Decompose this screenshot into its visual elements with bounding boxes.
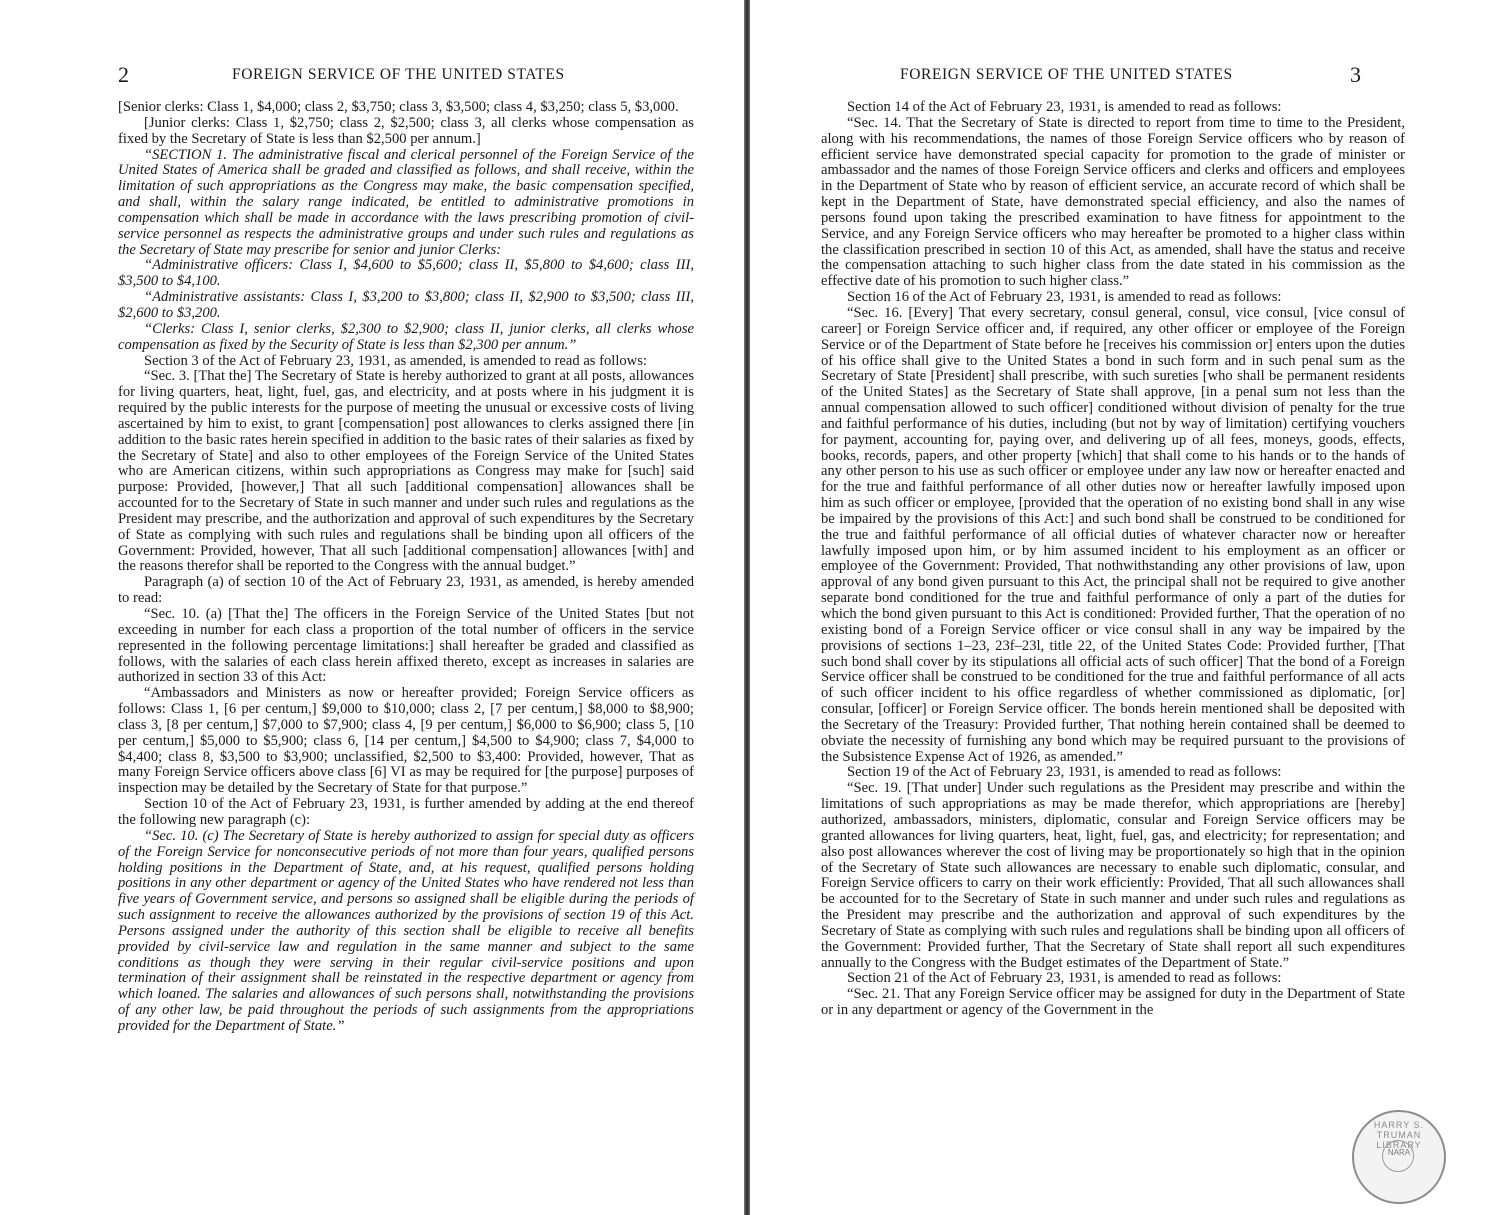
- paragraph: Section 10 of the Act of February 23, 1931, is further amended by adding at the end thereof the following new paragraph (c):: [118, 796, 694, 828]
- paragraph: “Administrative assistants: Class I, $3,200 to $3,800; class II, $2,900 to $3,500; class III, $2,600 to $3,200.: [118, 289, 694, 321]
- paragraph: “Sec. 16. [Every] That every secretary, consul general, consul, vice consul, [vice consul of career] or Foreign Service officer and, if required, any other officer or employee of the Foreign Service or of the Department of State before he [receives his commission or] enters upon the duties of his office shall give to the United States a bond in such form and in such penal sum as the Secretary of State [President] shall prescribe, with such sureties [who shall be permanent residents of the United States] as the Secretary of State shall approve, [in a penal sum not less than the annual compensation allowed to such officer] conditioned without division of penalty for the true and faithful performance of his duties, including (but not by way of limitation) certifying vouchers for payment, accounting for, paying over, and delivering up of all fees, moneys, goods, effects, books, records, papers, and other property [which] that shall come to his hands or to the hands of any other person to his use as such officer or employee under any law now or hereafter enacted and for the true and faithful performance of all other duties now or hereafter lawfully imposed upon him as such officer or employee, [provided that the operation of no existing bond shall in any wise be impaired by the provisions of this Act:] and such bond shall be construed to be conditioned for the true and faithful performance of all official duties of whatever character now or hereafter lawfully imposed upon him, or by him assumed incident to his employment as an officer or employee of the Government: Provided, That nothwithstanding any other provisions of law, upon approval of any bond given pursuant to this Act, the principal shall not be required to give another separate bond conditioned for the true and faithful performance of only a part of the duties for which the bond given pursuant to this Act is conditioned: Provided further, That the operation of no existing bond of a Foreign Service officer or vice consul shall in any way be impaired by the provisions of sections 1–23, 23f–23l, title 22, of the United States Code: Provided further, [That such bond shall cover by its stipulations all official acts of such officer] That the bond of a Foreign Service officer shall be construed to be conditioned for the true and faithful performance of all acts of such officer incident to his office regardless of whether commissioned as diplomatic, [or] consular, [officer] or Foreign Service officer. The bonds herein mentioned shall be deposited with the Secretary of the Treasury: Provided further, That nothing herein contained shall be deemed to obviate the necessity of furnishing any bond which may be required pursuant to the provisions of the Subsistence Expense Act of 1926, as amended.”: [821, 304, 1405, 765]
- paragraph: “Sec. 3. [That the] The Secretary of State is hereby authorized to grant at all posts, allowances for living quarters, heat, light, fuel, gas, and electricity, and at posts where in his judgment it is required by the public interests for the purpose of meeting the unusual or excessive costs of living ascertained by him to exist, to grant [compensation] post allowances to clerks assigned there [in addition to the basic rates herein specified in addition to the basic rates of their salaries as fixed by the Secretary of State] and also to other employees of the Foreign Service of the United States who are American citizens, within such appropriations as Congress may make for [such] said purpose: Provided, [however,] That all such [additional compensation] allowances shall be accounted for to the Secretary of State in such manner and under such rules and regulations as the President may prescribe, and the authorization and approval of such expenditures by the Secretary of State as complying with such rules and regulations shall be binding upon all officers of the Government: Provided, however, That all such [additional compensation] allowances [with] and the reasons therefor shall be reported to the Congress with the annual budget.”: [118, 368, 694, 575]
- paragraph: Paragraph (a) of section 10 of the Act of February 23, 1931, as amended, is hereby amended to read:: [118, 574, 694, 607]
- stamp-center-text: NARA: [1387, 1148, 1411, 1157]
- right-text-column: [821, 100, 1405, 1019]
- paragraph: Section 14 of the Act of February 23, 1931, is amended to read as follows:: [847, 99, 1282, 115]
- running-head: FOREIGN SERVICE OF THE UNITED STATES: [232, 66, 565, 83]
- archive-stamp-logo: [1352, 1110, 1446, 1204]
- paragraph: [Senior clerks: Class 1, $4,000; class 2, $3,750; class 3, $3,500; class 4, $3,250; class 5, $3,000.: [118, 99, 679, 115]
- page-number: 2: [118, 62, 129, 87]
- page-number: 3: [1350, 62, 1361, 87]
- paragraph: Section 3 of the Act of February 23, 1931, as amended, is amended to read as follows:: [144, 352, 647, 369]
- stamp-ring-text: HARRY S. TRUMAN LIBRARY: [1373, 1120, 1425, 1150]
- paragraph: “Sec. 14. That the Secretary of State is directed to report from time to time to the President, along with his recommendations, the names of those Foreign Service officers who by reason of efficient service have demonstrated special capacity for promotion to the grade of minister or ambassador and the names of those Foreign Service officers and clerks and officers and employees in the Department of State who by reason of efficient service, an accurate record of which shall be kept in the Department of State, have demonstrated special efficiency, and also the names of persons found upon taking the prescribed examination to have fitness for appointment to the Service, and any Foreign Service officers who may hereafter be promoted to a higher class within the classification prescribed in section 10 of this Act, as amended, shall have the status and receive the compensation attaching to such higher class from the date stated in his commission as the effective date of his promotion to such higher class.”: [821, 114, 1405, 290]
- paragraph: “Sec. 21. That any Foreign Service officer may be assigned for duty in the Department of State or in any department or agency of the Government in the: [821, 986, 1405, 1019]
- paragraph: “Ambassadors and Ministers as now or hereafter provided; Foreign Service officers as follows: Class 1, [6 per centum,] $9,000 to $10,000; class 2, [7 per centum,] $8,000 to $8,900; class 3, [8 per centum,] $7,000 to $7,900; class 4, [9 per centum,] $6,000 to $6,900; class 5, [10 per centum,] $5,000 to $5,900; class 6, [14 per centum,] $4,500 to $4,900; class 7, $4,000 to $4,400; class 8, $3,500 to $3,900; unclassified, $2,500 to $3,400: Provided, however, That as many Foreign Service officers above class [6] VI as may be required for [the purpose] purposes of inspection may be detailed by the Secretary of State for that purpose.”: [118, 685, 694, 797]
- running-head: FOREIGN SERVICE OF THE UNITED STATES: [900, 66, 1233, 83]
- paragraph: “SECTION 1. The administrative fiscal and clerical personnel of the Foreign Service of the United States of America shall be graded and classified as follows, and shall receive, within the limitation of such appropriations as the Congress may make, the basic compensation specified, and shall, within the salary range indicated, be entitled to administrative promotions in compensation which shall be made in accordance with the laws prescribing promotion of civil-service personnel as respects the administrative groups and under such rules and regulations as the Secretary of State may prescribe for senior and junior Clerks:: [118, 146, 694, 258]
- paragraph: Section 19 of the Act of February 23, 1931, is amended to read as follows:: [847, 764, 1282, 781]
- paragraph: Section 16 of the Act of February 23, 1931, is amended to read as follows:: [847, 289, 1282, 306]
- left-text-column: [118, 100, 694, 1035]
- paragraph: “Sec. 10. (c) The Secretary of State is hereby authorized to assign for special duty as officers of the Foreign Service for nonconsecutive periods of not more than four years, qualified persons holding positions in the Department of State, and, at his request, qualified persons holding positions in any other department or agency of the United States who have rendered not less than five years of Government service, and persons so assigned shall be eligible during the periods of such assignment to receive the allowances authorized by the provisions of section 19 of this Act. Persons assigned under the authority of this section shall be eligible to receive all benefits provided by civil-service law and regulation in the same manner and subject to the same conditions as though they were serving in their regular civil-service positions and upon termination of their assignment shall be reinstated in the respective department or agency from which loaned. The salaries and allowances of such persons shall, notwithstanding the provisions of any other law, be paid throughout the periods of such assignments from the appropriations provided for the Department of State.”: [118, 827, 694, 1034]
- paragraph: “Clerks: Class I, senior clerks, $2,300 to $2,900; class II, junior clerks, all clerks whose compensation as fixed by the Security of State is less than $2,300 per annum.”: [118, 320, 694, 353]
- paragraph: “Sec. 10. (a) [That the] The officers in the Foreign Service of the United States [but not exceeding in number for each class a proportion of the total number of officers in the service represented in the following percentage limitations:] shall hereafter be graded and classified as follows, with the salaries of each class herein affixed thereto, except as increases in salaries are authorized in section 33 of this Act:: [118, 606, 694, 686]
- paragraph: “Administrative officers: Class I, $4,600 to $5,600; class II, $5,800 to $4,600; class III, $3,500 to $4,100.: [118, 257, 694, 290]
- paragraph: Section 21 of the Act of February 23, 1931, is amended to read as follows:: [847, 970, 1282, 987]
- right-page: [750, 0, 1486, 1215]
- paragraph: “Sec. 19. [That under] Under such regulations as the President may prescribe and within the limitations of such appropriations as may be made therefor, which appropriations are [hereby] authorized, ambassadors, ministers, diplomatic, consular and Foreign Service officers may be granted allowances for living quarters, heat, light, fuel, gas, and electricity; for representation; and also post allowances wherever the cost of living may be proportionately so high that in the opinion of the Secretary of State such allowances are necessary to enable such diplomatic, consular, and Foreign Service officers to carry on their work efficiently: Provided, That all such allowances shall be accounted for to the Secretary of State in such manner and under such rules and regulations as the President may prescribe and the authorization and approval of such expenditures by the Secretary of State as complying with such rules and regulations shall be binding upon all officers of the Government: Provided further, That the Secretary of State shall report all such expenditures annually to the Congress with the Budget estimates of the Department of State.”: [821, 780, 1405, 971]
- paragraph: [Junior clerks: Class 1, $2,750; class 2, $2,500; class 3, all clerks whose compensation as fixed by the Secretary of State is less than $2,500 per annum.]: [118, 114, 694, 147]
